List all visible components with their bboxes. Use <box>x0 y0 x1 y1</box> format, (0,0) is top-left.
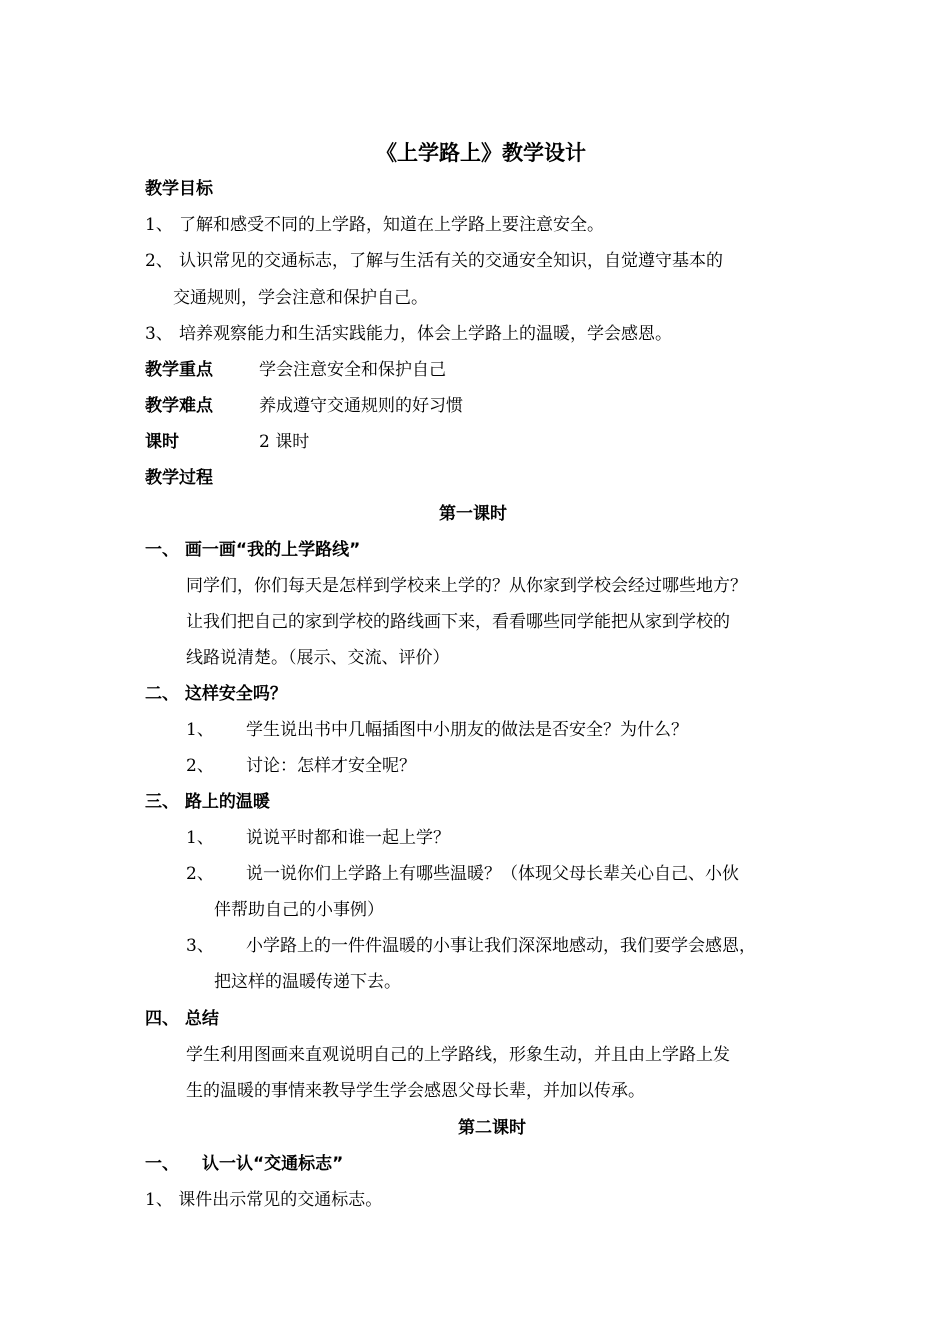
item-text: 小学路上的一件件温暖的小事让我们深深地感动，我们要学会感恩， <box>246 936 756 956</box>
lesson1-section1-line: 同学们，你们每天是怎样到学校来上学的？从你家到学校会经过哪些地方？ <box>186 576 747 596</box>
item-text: 讨论：怎样才安全呢？ <box>246 756 416 776</box>
item-text: 学生说出书中几幅插图中小朋友的做法是否安全？为什么？ <box>246 720 688 740</box>
lesson1-section2-item <box>186 719 688 741</box>
goal-text: 认识常见的交通标志，了解与生活有关的交通安全知识，自觉遵守基本的 <box>179 251 723 271</box>
lesson1-section3-item <box>186 827 450 849</box>
hours-value: 2 课时 <box>259 432 310 452</box>
goal-item-3 <box>145 323 672 345</box>
lesson1-section3-item <box>186 863 739 885</box>
goal-num: 2、 <box>145 251 173 271</box>
document-title: 《上学路上》教学设计 <box>376 141 586 165</box>
section-num: 一、 <box>145 1154 179 1174</box>
goal-item-2-continuation: 交通规则，学会注意和保护自己。 <box>173 288 428 308</box>
difficult-point-value: 养成遵守交通规则的好习惯 <box>259 396 463 416</box>
goal-num: 3、 <box>145 324 173 344</box>
item-num: 1、 <box>186 828 214 848</box>
lesson1-section1-line: 线路说清楚。（展示、交流、评价） <box>186 648 450 668</box>
lesson1-section2-title: 二、 这样安全吗？ <box>145 684 287 704</box>
lesson2-section1-title <box>145 1153 343 1175</box>
lesson1-heading: 第一课时 <box>439 504 507 524</box>
difficult-point-label: 教学难点 <box>145 396 213 416</box>
process-heading: 教学过程 <box>145 468 213 488</box>
key-point-value: 学会注意安全和保护自己 <box>259 360 446 380</box>
lesson1-section3-title: 三、 路上的温暖 <box>145 792 270 812</box>
lesson1-section1-line: 让我们把自己的家到学校的路线画下来，看看哪些同学能把从家到学校的 <box>186 612 730 632</box>
hours-label: 课时 <box>145 432 179 452</box>
goal-text: 培养观察能力和生活实践能力，体会上学路上的温暖，学会感恩。 <box>179 324 672 344</box>
goals-heading: 教学目标 <box>145 179 213 199</box>
goal-item-1 <box>145 214 604 236</box>
lesson2-item-1: 1、 课件出示常见的交通标志。 <box>145 1190 383 1210</box>
section-title-text: 认一认“交通标志” <box>202 1154 344 1174</box>
lesson1-section4-line: 生的温暖的事情来教导学生学会感恩父母长辈，并加以传承。 <box>186 1081 645 1101</box>
item-text: 说说平时都和谁一起上学？ <box>246 828 450 848</box>
goal-text: 了解和感受不同的上学路，知道在上学路上要注意安全。 <box>179 215 604 235</box>
lesson1-section3-item <box>186 935 756 957</box>
item-num: 2、 <box>186 864 214 884</box>
lesson1-section1-title: 一、 画一画“我的上学路线” <box>145 540 361 560</box>
lesson1-section2-item <box>186 755 416 777</box>
item-num: 2、 <box>186 756 214 776</box>
lesson2-heading: 第二课时 <box>458 1118 526 1138</box>
item-num: 1、 <box>186 720 214 740</box>
lesson1-section3-item-continuation: 把这样的温暖传递下去。 <box>214 972 401 992</box>
goal-item-2 <box>145 250 723 272</box>
key-point-label: 教学重点 <box>145 360 213 380</box>
item-num: 3、 <box>186 936 214 956</box>
lesson1-section3-item-continuation: 伴帮助自己的小事例） <box>214 900 384 920</box>
goal-num: 1、 <box>145 215 173 235</box>
lesson1-section4-title: 四、 总结 <box>145 1009 219 1029</box>
lesson1-section4-line: 学生利用图画来直观说明自己的上学路线，形象生动，并且由上学路上发 <box>186 1045 730 1065</box>
item-text: 说一说你们上学路上有哪些温暖？（体现父母长辈关心自己、小伙 <box>246 864 739 884</box>
